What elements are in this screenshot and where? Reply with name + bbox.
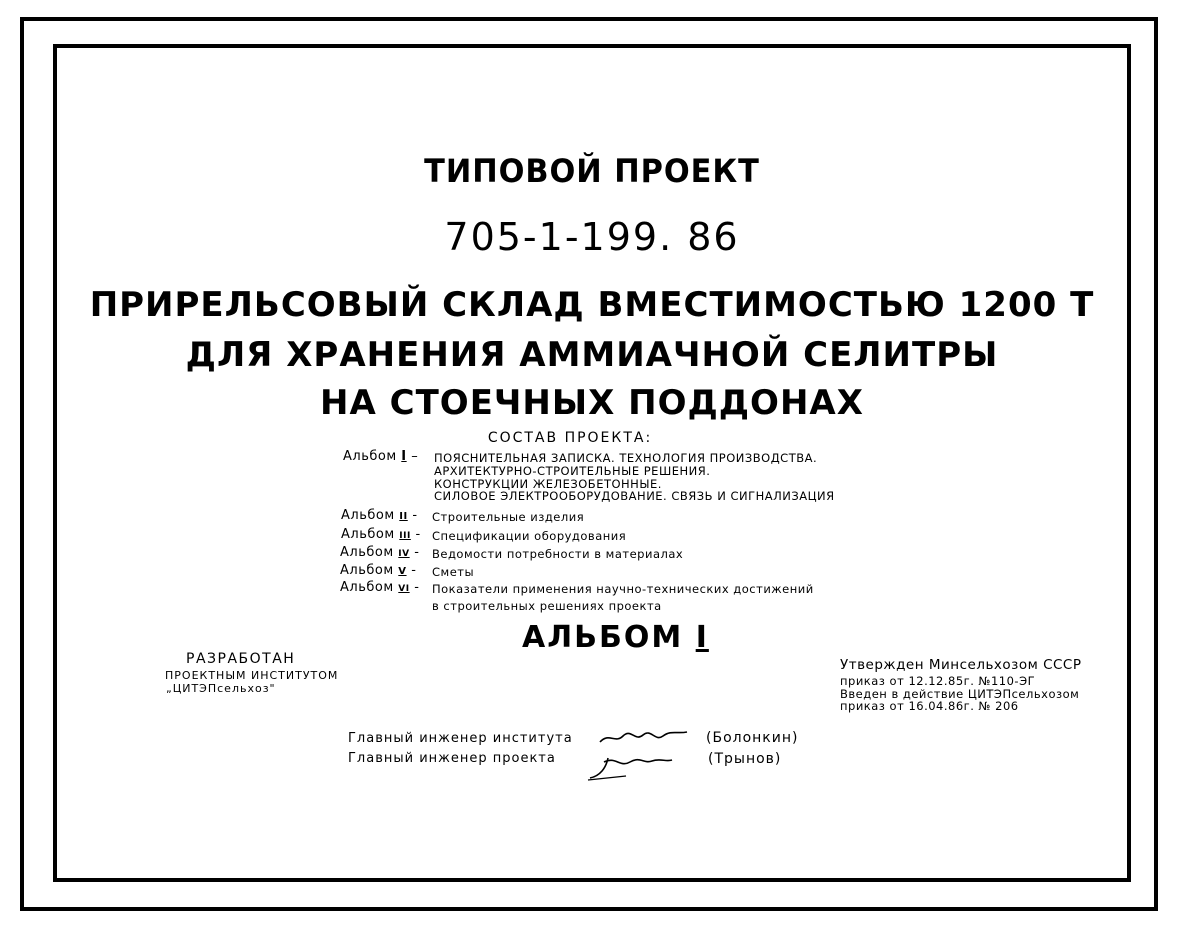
signature-name-1: (Болонкин) [706, 730, 799, 746]
album-1-entry [343, 449, 418, 464]
album-5-numeral: V [398, 566, 407, 577]
album-1-line-4: СИЛОВОЕ ЭЛЕКТРООБОРУДОВАНИЕ. СВЯЗЬ И СИГНАЛИЗАЦИЯ [434, 489, 835, 503]
contents-heading: СОСТАВ ПРОЕКТА: [487, 430, 653, 446]
album-6-dash: - [414, 580, 420, 595]
album-6-line-2: в строительных решениях проекта [432, 599, 662, 613]
album-4-entry [340, 545, 419, 560]
album-4-dash: - [414, 545, 420, 560]
album-2-label: Альбом [341, 508, 395, 523]
developed-heading: РАЗРАБОТАН [186, 651, 296, 667]
album-2-dash: - [412, 508, 418, 523]
project-name-line-2: ДЛЯ ХРАНЕНИЯ АММИАЧНОЙ СЕЛИТРЫ [185, 335, 999, 375]
album-3-entry [341, 527, 421, 542]
signature-role-2: Главный инженер проекта [348, 751, 556, 766]
approved-line-3: Введен в действие ЦИТЭПсельхозом [840, 687, 1080, 701]
album-1-numeral: I [401, 449, 407, 464]
current-album-title [522, 620, 709, 655]
album-5-label: Альбом [340, 563, 394, 578]
project-name-line-3: НА СТОЕЧНЫХ ПОДДОНАХ [320, 383, 864, 423]
current-album-numeral: I [695, 620, 709, 655]
album-1-line-3: КОНСТРУКЦИИ ЖЕЛЕЗОБЕТОННЫЕ. [434, 477, 662, 491]
approved-text-1: Утвержден Минсельхозом СССР [840, 657, 1082, 673]
album-1-dash: – [411, 449, 419, 464]
album-2-entry [341, 508, 418, 523]
album-2-numeral: II [399, 511, 408, 522]
document-type-title: ТИПОВОЙ ПРОЕКТ [424, 152, 760, 190]
signature-mark-2 [586, 750, 681, 782]
current-album-label: АЛЬБОМ [522, 620, 684, 655]
approved-line-4: приказ от 16.04.86г. № 206 [840, 699, 1019, 713]
album-3-numeral: III [399, 531, 411, 541]
album-5-line-1: Сметы [432, 565, 475, 579]
album-4-line-1: Ведомости потребности в материалах [432, 547, 684, 561]
album-6-entry [340, 580, 419, 595]
album-1-line-2: АРХИТЕКТУРНО-СТРОИТЕЛЬНЫЕ РЕШЕНИЯ. [434, 464, 711, 478]
album-6-line-1: Показатели применения научно-технических достижений [432, 582, 814, 596]
album-5-entry [340, 563, 416, 578]
project-name-line-1: ПРИРЕЛЬСОВЫЙ СКЛАД ВМЕСТИМОСТЬЮ 1200 Т [89, 285, 1095, 325]
signature-name-2: (Трынов) [708, 751, 782, 767]
album-6-numeral: VI [398, 584, 410, 594]
signature-mark-1 [597, 726, 692, 748]
album-4-label: Альбом [340, 545, 394, 560]
approved-line-2: приказ от 12.12.85г. №110-ЭГ [840, 674, 1036, 688]
signature-role-1: Главный инженер института [348, 731, 573, 746]
album-5-dash: - [411, 563, 417, 578]
project-code: 705-1-199. 86 [444, 215, 740, 259]
album-2-line-1: Строительные изделия [432, 510, 585, 524]
developed-line-1: ПРОЕКТНЫМ ИНСТИТУТОМ [165, 669, 339, 682]
approved-line-1 [840, 657, 1081, 673]
album-3-dash: - [415, 527, 421, 542]
album-3-label: Альбом [341, 527, 395, 542]
album-3-line-1: Спецификации оборудования [432, 529, 627, 543]
album-4-numeral: IV [398, 549, 410, 559]
album-1-label: Альбом [343, 449, 397, 464]
album-1-line-1: ПОЯСНИТЕЛЬНАЯ ЗАПИСКА. ТЕХНОЛОГИЯ ПРОИЗВОДСТВА. [434, 451, 818, 465]
album-6-label: Альбом [340, 580, 394, 595]
developed-line-2: „ЦИТЭПсельхоз" [166, 682, 276, 695]
